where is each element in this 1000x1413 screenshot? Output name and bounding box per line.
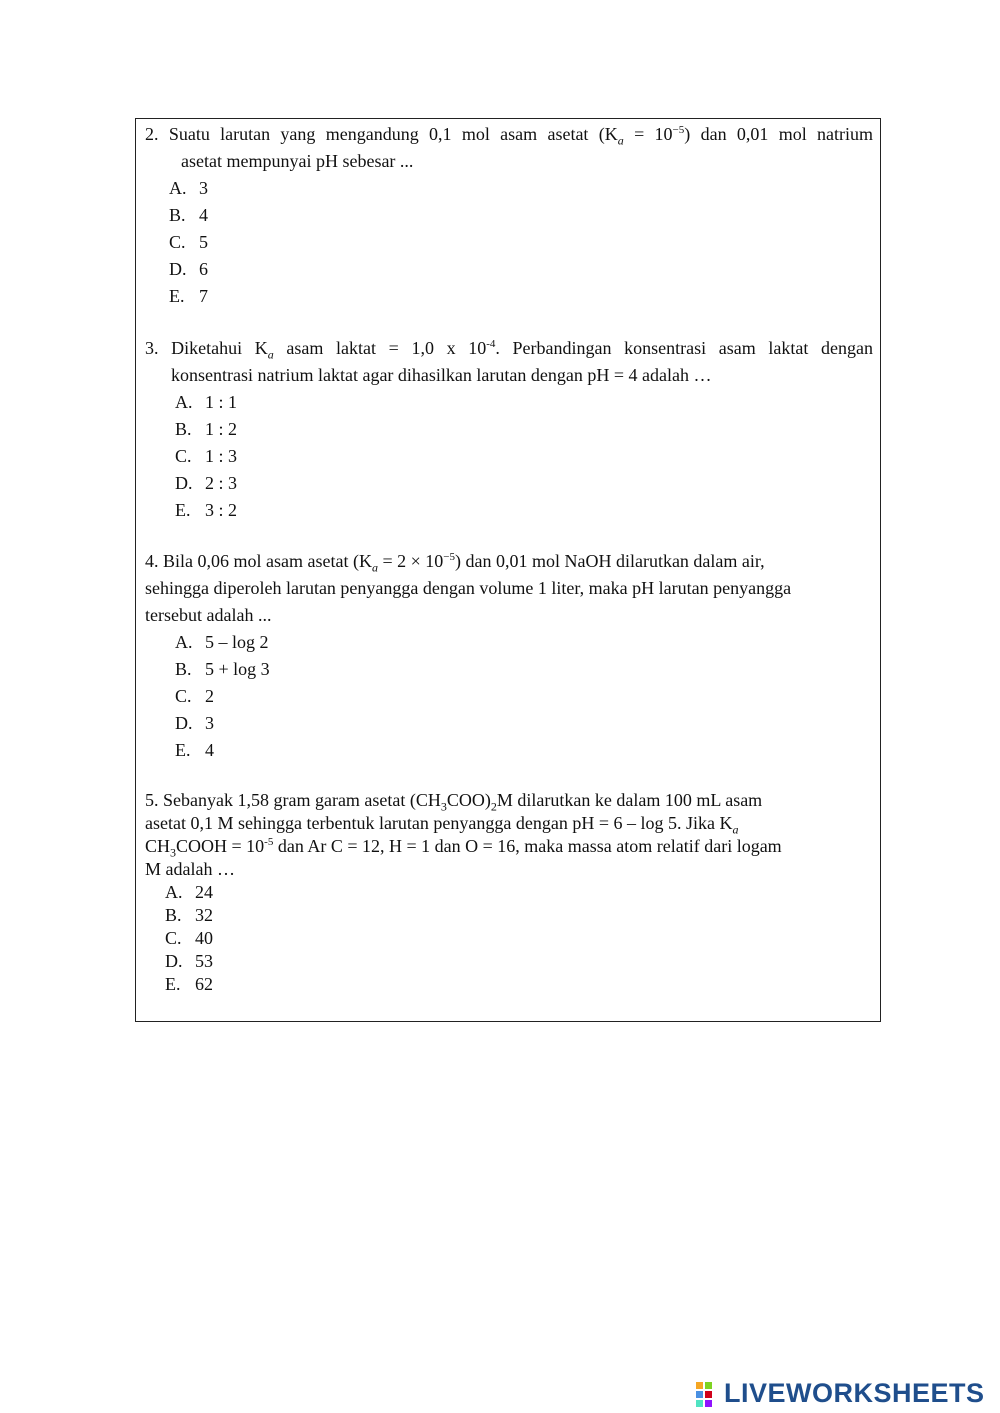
option-b[interactable]: B. 1 : 2	[175, 419, 238, 439]
question-4	[145, 548, 873, 764]
option-e[interactable]: E. 7	[169, 286, 208, 306]
question-box	[135, 118, 881, 1022]
question-5-line-2: asetat 0,1 M sehingga terbentuk larutan penyangga dengan pH = 6 – log 5. Jika $K_a$	[145, 813, 739, 837]
question-5-line-3: $CH_3COOH = 10^{-5}$ dan Ar C = 12, H = 1 dan O = 16, maka massa atom relatif dari logam	[145, 836, 782, 860]
question-2-options	[145, 175, 873, 310]
option-b[interactable]: B. 5 + log 3	[175, 659, 270, 679]
liveworksheets-logo[interactable]	[696, 1378, 985, 1408]
question-5-options	[145, 881, 873, 996]
option-e[interactable]: E. 4	[175, 740, 214, 760]
option-d[interactable]: D. 3	[175, 713, 214, 733]
option-d[interactable]: D. 2 : 3	[175, 473, 238, 493]
question-4-line-2: sehingga diperoleh larutan penyangga dengan volume 1 liter, maka pH larutan penyangga	[145, 578, 792, 598]
question-2	[145, 121, 873, 310]
question-3-line-2: konsentrasi natrium laktat agar dihasilkan larutan dengan pH = 4 adalah …	[171, 365, 712, 385]
option-d[interactable]: D. 53	[165, 951, 213, 971]
option-a[interactable]: A. 1 : 1	[175, 392, 238, 412]
option-c[interactable]: C. 5	[169, 232, 208, 252]
option-a[interactable]: A. 3	[169, 178, 208, 198]
question-4-line-1: 4. Bila 0,06 mol asam asetat $(K_a = 2 \times 10^{-5})$ dan 0,01 mol NaOH dilarutkan dalam air,	[145, 551, 765, 575]
option-b[interactable]: B. 4	[169, 205, 208, 225]
option-a[interactable]: A. 5 – log 2	[175, 632, 269, 652]
liveworksheets-logo-icon	[696, 1380, 722, 1406]
question-4-line-3: tersebut adalah ...	[145, 605, 272, 625]
option-d[interactable]: D. 6	[169, 259, 208, 279]
question-2-line-2: asetat mempunyai pH sebesar ...	[181, 151, 414, 171]
question-5-line-1: 5. Sebanyak 1,58 gram garam asetat $(CH_3COO)_2M$ dilarutkan ke dalam 100 mL asam	[145, 790, 763, 814]
question-3-options	[145, 389, 873, 524]
question-5	[145, 789, 873, 996]
question-4-options	[145, 629, 873, 764]
question-3	[145, 335, 873, 524]
option-e[interactable]: E. 62	[165, 974, 213, 994]
option-b[interactable]: B. 32	[165, 905, 213, 925]
question-3-line-1: 3. Diketahui $K_a$ asam laktat = 1,0 x $10^{-4}$. Perbandingan konsentrasi asam laktat dengan	[145, 338, 874, 362]
option-c[interactable]: C. 2	[175, 686, 214, 706]
option-e[interactable]: E. 3 : 2	[175, 500, 238, 520]
question-2-line-1: 2. Suatu larutan yang mengandung 0,1 mol asam asetat $(K_a = 10^{-5})$ dan 0,01 mol natrium	[145, 124, 873, 148]
option-c[interactable]: C. 1 : 3	[175, 446, 238, 466]
liveworksheets-logo-text: LIVEWORKSHEETS	[724, 1377, 985, 1408]
option-c[interactable]: C. 40	[165, 928, 213, 948]
option-a[interactable]: A. 24	[165, 882, 213, 902]
question-5-line-4: M adalah …	[145, 859, 235, 879]
